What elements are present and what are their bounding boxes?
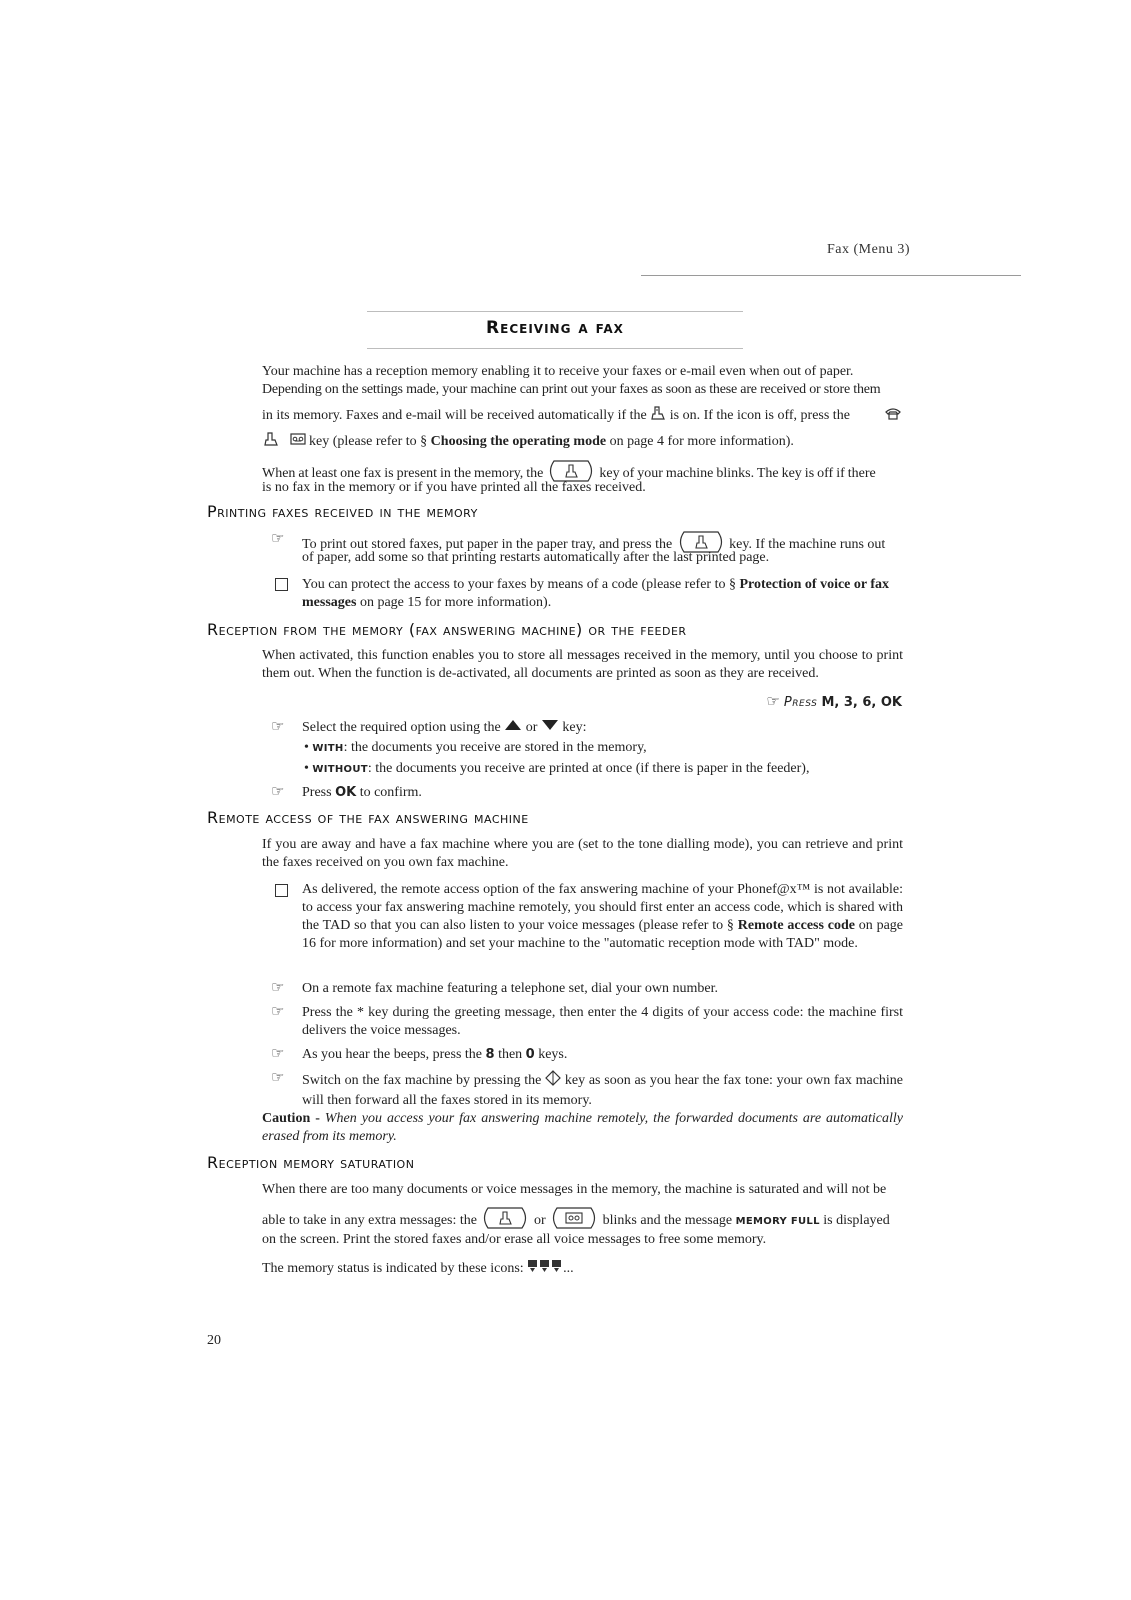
section-heading-reception-memory: Reception from the memory (fax answering machine) or the feeder xyxy=(207,620,687,639)
press-instruction xyxy=(766,692,902,711)
section3-note xyxy=(302,881,903,953)
option-with-keyword: WITH xyxy=(312,743,344,754)
section2-item-2a: Press xyxy=(302,785,332,800)
section4-line-4a: The memory status is indicated by these icons: xyxy=(262,1261,524,1277)
or-text: or xyxy=(533,1213,546,1229)
section3-step-2: Press the * key during the greeting message, then enter the 4 digits of your access code: the machine first delivers the voice messages. xyxy=(302,1005,903,1038)
intro-line-2: Depending on the settings made, your machine can print out your faxes as soon as these are received or store them xyxy=(262,382,881,397)
pointing-hand-icon: ☞ xyxy=(766,694,780,710)
intro-line-4 xyxy=(262,431,903,453)
intro-line-3b: is on. If the icon is off, press the xyxy=(669,408,850,424)
intro-line-1: Your machine has a reception memory enabling it to receive your faxes or e-mail even when out of paper. xyxy=(262,364,854,379)
intro-p2-line-1b: key of your machine blinks. The key is off if there xyxy=(599,466,876,482)
option-without-text: : the documents you receive are printed at once (if there is paper in the feeder), xyxy=(367,761,810,776)
pointing-hand-icon: ☞ xyxy=(271,1070,285,1086)
section4-line-2c: is displayed xyxy=(823,1213,890,1229)
section2-item-1 xyxy=(302,719,903,737)
section3-step-4a: Switch on the fax machine by pressing the xyxy=(302,1073,542,1089)
or-text: or xyxy=(525,720,538,736)
section1-item-1c: of paper, add some so that printing restarts automatically after the last printed page. xyxy=(302,550,770,565)
header-rule xyxy=(641,275,1021,276)
key-0: 0 xyxy=(525,1047,535,1062)
section2-item-1a: Select the required option using the xyxy=(302,720,501,736)
pointing-hand-icon: ☞ xyxy=(271,1046,285,1062)
section3-paragraph: If you are away and have a fax machine where you are (set to the tone dialling mode), you can retrieve and print the faxes received on you own fax machine. xyxy=(262,837,903,870)
pointing-hand-icon: ☞ xyxy=(271,531,285,547)
section4-line-4b: ... xyxy=(563,1261,574,1277)
pointing-hand-icon: ☞ xyxy=(271,980,285,996)
down-arrow-icon xyxy=(541,719,559,737)
caution-label: Caution - xyxy=(262,1111,320,1126)
section1-item-1a: To print out stored faxes, put paper in the paper tray, and press the xyxy=(302,537,673,553)
link-protection-cont: messages xyxy=(302,595,357,610)
running-header: Fax (Menu 3) xyxy=(827,242,910,257)
section3-note-a: As delivered, the remote access option of the fax answering machine of your Phonef@x™ is not available: to access your fax answering machine remotely, you should first enter an access code, which is shared with the TAD so that you can also listen to your voice messages (please refer to § xyxy=(302,882,903,933)
section3-step-4b: key as soon as you hear the fax tone: your own fax machine will then forward all the faxes stored in its memory. xyxy=(302,1073,904,1108)
memory-full-keyword: MEMORY FULL xyxy=(735,1216,820,1228)
caution-note xyxy=(262,1110,903,1146)
section1-item-1b: key. If the machine runs out xyxy=(729,537,886,553)
up-arrow-icon xyxy=(504,719,522,737)
intro-p2-line-1a: When at least one fax is present in the memory, the xyxy=(262,466,544,482)
section4-line-2b: blinks and the message xyxy=(602,1213,733,1229)
option-without: • WITHOUT: the documents you receive are printed at once (if there is paper in the feeder), xyxy=(304,761,810,776)
section2-item-1b: key: xyxy=(562,720,587,736)
start-key-icon xyxy=(545,1070,561,1092)
intro-p2-line-2: is no fax in the memory or if you have printed all the faxes received. xyxy=(262,480,646,495)
intro-line-3 xyxy=(262,405,903,427)
section1-item-2a: You can protect the access to your faxes by means of a code (please refer to § xyxy=(302,577,736,592)
checkbox-icon xyxy=(275,578,288,591)
press-keys: M, 3, 6, OK xyxy=(821,695,902,710)
page-title: Receiving a fax xyxy=(486,318,624,338)
ok-keyword: OK xyxy=(335,785,357,800)
intro-line-3a: in its memory. Faxes and e-mail will be received automatically if the xyxy=(262,408,647,424)
intro-line-4a: key (please refer to § xyxy=(309,434,428,450)
pointing-hand-icon: ☞ xyxy=(271,719,285,735)
section4-line-2a: able to take in any extra messages: the xyxy=(262,1213,477,1229)
section1-item-2-cont xyxy=(302,594,903,612)
section2-paragraph: When activated, this function enables you to store all messages received in the memory, until you choose to print them out. When the function is de-activated, all documents are printed as soon as they are received. xyxy=(262,648,903,681)
page-number: 20 xyxy=(207,1333,221,1348)
answering-machine-icon xyxy=(290,433,306,451)
section4-line-1: When there are too many documents or voice messages in the memory, the machine is saturated and will not be xyxy=(262,1182,887,1197)
pointing-hand-icon: ☞ xyxy=(271,784,285,800)
option-with-text: : the documents you receive are stored in the memory, xyxy=(343,740,647,755)
link-remote-access-code: Remote access code xyxy=(737,918,855,933)
checkbox-icon xyxy=(275,884,288,897)
section2-item-2b: to confirm. xyxy=(359,785,422,800)
key-8: 8 xyxy=(485,1047,495,1062)
section4-line-4 xyxy=(262,1259,903,1279)
section3-step-3b: keys. xyxy=(538,1047,568,1062)
section-heading-printing: Printing faxes received in the memory xyxy=(207,502,478,521)
option-without-keyword: WITHOUT xyxy=(312,764,368,775)
section-heading-remote-access: Remote access of the fax answering machine xyxy=(207,808,529,827)
link-operating-mode: Choosing the operating mode xyxy=(430,434,607,450)
section4-line-3: on the screen. Print the stored faxes and/or erase all voice messages to free some memory. xyxy=(262,1232,767,1247)
fax-icon xyxy=(262,431,280,453)
pointing-hand-icon: ☞ xyxy=(271,1004,285,1020)
link-protection: Protection of voice or fax xyxy=(739,577,890,592)
section3-note-b: on page 16 for more information) and set your machine to the "automatic reception mode with TAD" mode. xyxy=(302,918,904,951)
phone-icon xyxy=(884,406,902,425)
then-text: then xyxy=(498,1047,523,1062)
title-rule-bottom xyxy=(367,348,743,349)
section1-item-2 xyxy=(302,576,903,594)
title-rule-top xyxy=(367,311,743,312)
section3-step-3 xyxy=(302,1046,903,1064)
section3-step-1: On a remote fax machine featuring a telephone set, dial your own number. xyxy=(302,981,718,996)
press-label: Press xyxy=(783,695,818,710)
section3-step-4 xyxy=(302,1070,903,1110)
section2-item-2 xyxy=(302,784,903,802)
caution-text: When you access your fax answering machine remotely, the forwarded documents are automatically erased from its memory. xyxy=(262,1111,904,1144)
fax-icon xyxy=(650,405,666,427)
option-with: • WITH: the documents you receive are stored in the memory, xyxy=(304,740,647,755)
section1-item-2b: on page 15 for more information). xyxy=(359,595,552,610)
section-heading-saturation: Reception memory saturation xyxy=(207,1153,415,1172)
memory-status-icon xyxy=(527,1259,563,1279)
intro-line-4b: on page 4 for more information). xyxy=(609,434,794,450)
section3-step-3a: As you hear the beeps, press the xyxy=(302,1047,483,1062)
